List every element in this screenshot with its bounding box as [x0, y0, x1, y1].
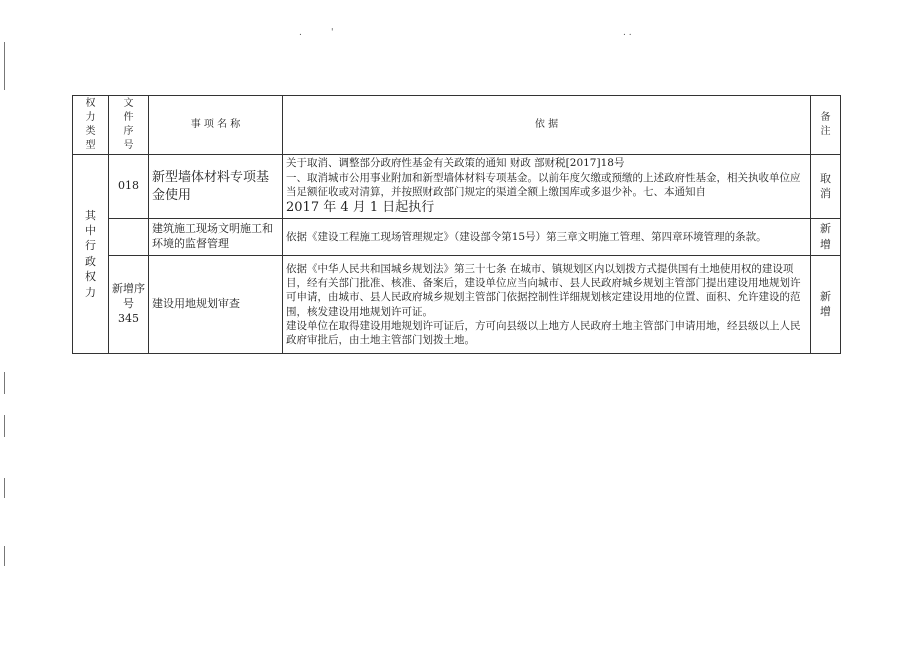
table-row	[73, 219, 841, 256]
power-list-table	[72, 95, 841, 354]
note-cell: 新增	[811, 256, 841, 354]
doc-no-cell: 018	[109, 155, 149, 219]
table-row	[73, 155, 841, 219]
scan-mark: .	[299, 28, 302, 38]
basis-line: 2017 年 4 月 1 日起执行	[286, 199, 435, 215]
basis-line: 关于取消、调整部分政府性基金有关政策的通知 财政 部财税[2017]18号	[286, 157, 625, 170]
basis-cell	[283, 155, 811, 219]
item-name-cell: 建设用地规划审查	[149, 256, 283, 354]
power-type-cell: 其中行政权力	[73, 155, 109, 354]
basis-line: 建设单位在取得建设用地规划许可证后，方可向县级以上地方人民政府土地主管部门申请用地，经县级以上人民政府审批后，由土地主管部门划拨土地。	[286, 319, 801, 346]
note-cell: 取消	[811, 155, 841, 219]
scan-edge-line	[4, 372, 5, 394]
doc-no-cell: 新增序号 345	[109, 256, 149, 354]
scan-edge-line	[4, 415, 5, 437]
scan-edge-line	[4, 546, 5, 566]
scan-mark: '	[331, 28, 334, 38]
scan-edge-line	[4, 42, 5, 90]
basis-cell	[283, 219, 811, 256]
header-doc-no: 文件序号	[109, 96, 149, 155]
table-row	[73, 256, 841, 354]
header-basis: 依 据	[283, 96, 811, 155]
table-header-row	[73, 96, 841, 155]
item-name-cell: 新型墙体材料专项基金使用	[149, 155, 283, 219]
note-cell: 新增	[811, 219, 841, 256]
header-note: 备注	[811, 96, 841, 155]
header-item-name: 事 项 名 称	[149, 96, 283, 155]
header-power-type: 权力类型	[73, 96, 109, 155]
basis-line: 一、取消城市公用事业附加和新型墙体材料专项基金。以前年度欠缴或预缴的上述政府性基金，相关执收单位应当足额征收或对清算，并按照财政部门规定的渠道全额上缴国库或多退少补。七、本通知自	[286, 171, 801, 198]
basis-line: 依据《建设工程施工现场管理规定》（建设部令第15号）第三章文明施工管理、第四章环境管理的条款。	[286, 230, 767, 243]
scan-edge-line	[4, 478, 5, 498]
scan-mark: . .	[623, 28, 632, 38]
basis-line: 依据《中华人民共和国城乡规划法》第三十七条 在城市、镇规划区内以划拨方式提供国有土地使用权的建设项目，经有关部门批准、核准、备案后，建设单位应当向城市、县人民政府城乡规划主管部门提出建设用地规划许可申请，由城市、县人民政府城乡规划主管部门依据控制性详细规划核定建设用地的位置、面积、允许建设的范围，核发建设用地规划许可证。	[286, 262, 801, 318]
item-name-cell: 建筑施工现场文明施工和环境的监督管理	[149, 219, 283, 256]
doc-no-cell	[109, 219, 149, 256]
basis-cell	[283, 256, 811, 354]
